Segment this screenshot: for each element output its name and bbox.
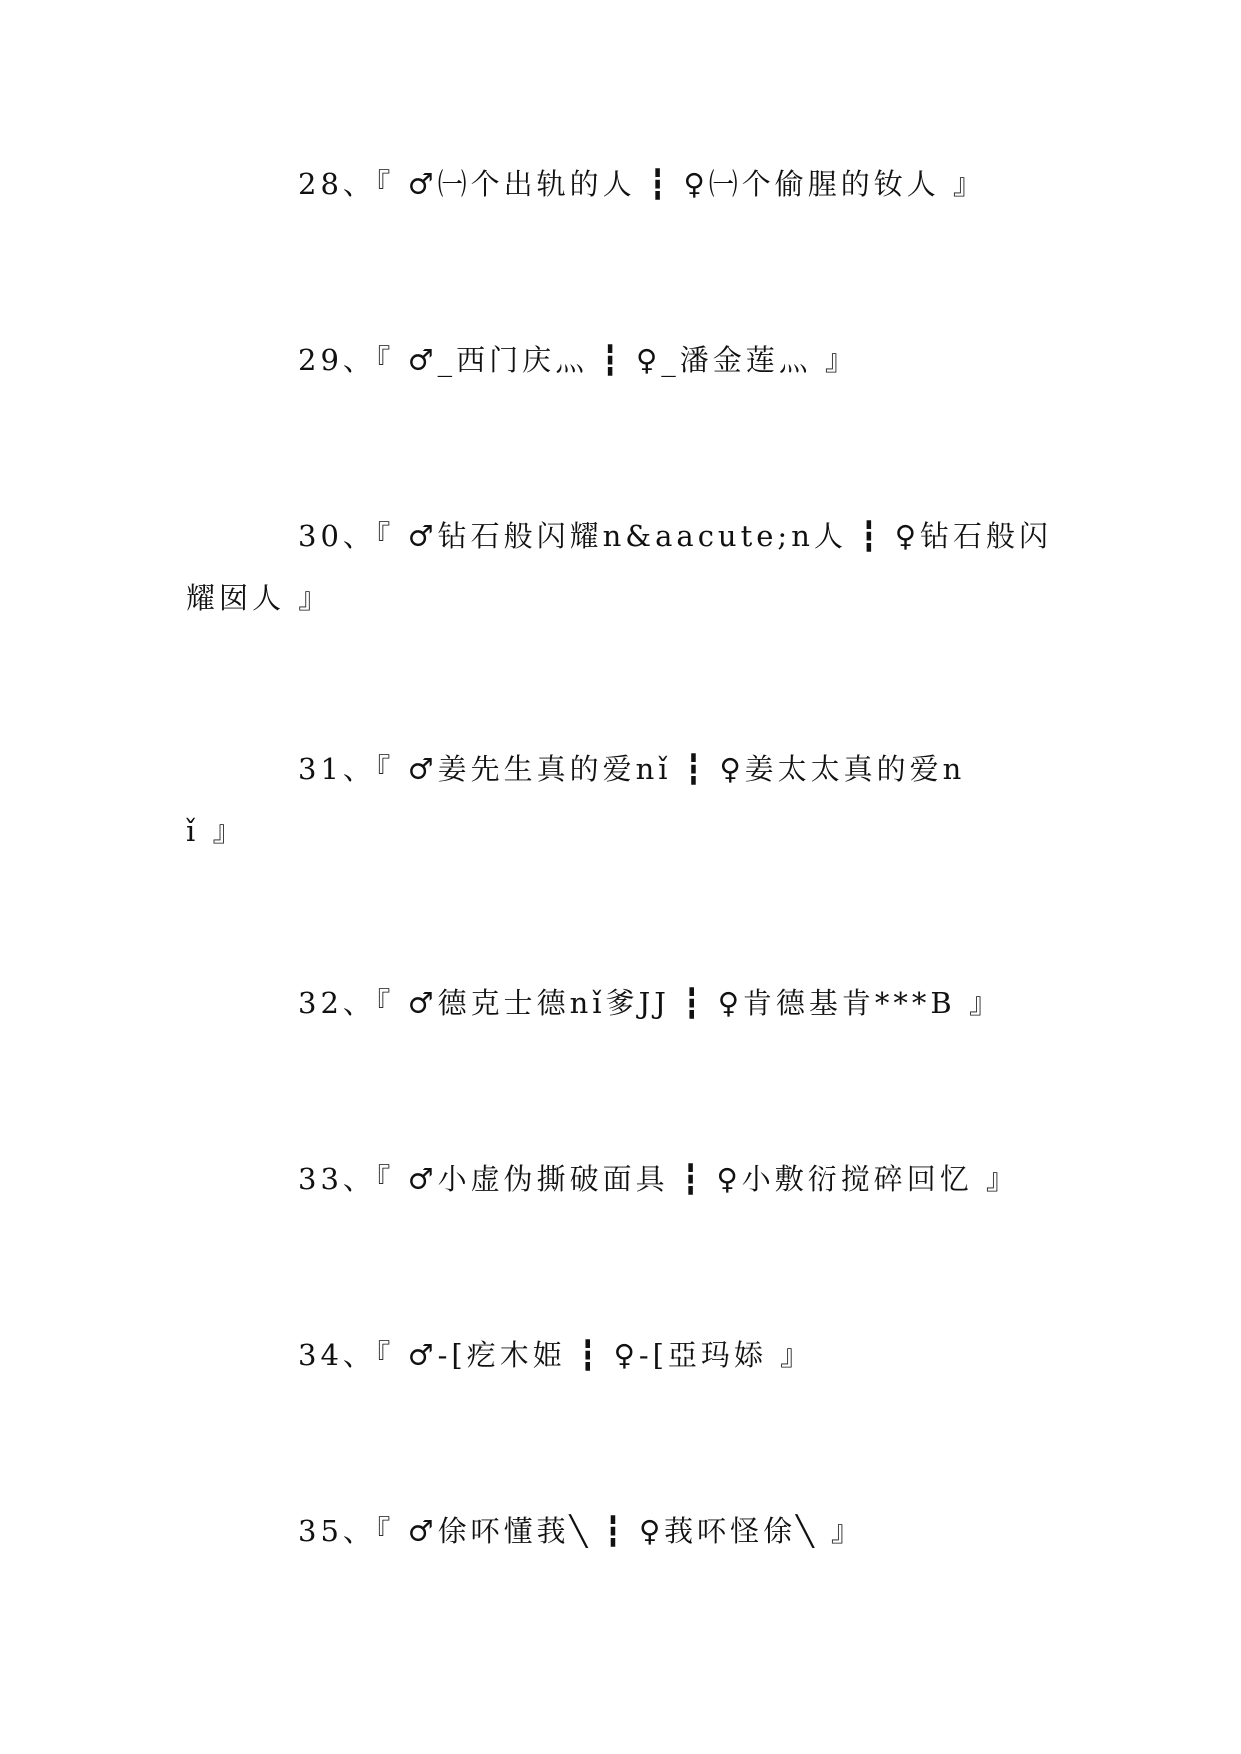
entry-line: 30、『 ♂钻石般闪耀n&aacute;n人 ┇ ♀钻石般闪 bbox=[298, 519, 1052, 553]
entry-line: 35、『 ♂俆吥懂莪╲ ┇ ♀莪吥怪俆╲ 』 bbox=[298, 1514, 864, 1548]
entry-line: 31、『 ♂姜先生真的爱nǐ ┇ ♀姜太太真的爱n bbox=[298, 752, 966, 786]
entry-line: 32、『 ♂德克士德nǐ爹JJ ┇ ♀肯德基肯***B 』 bbox=[298, 986, 1002, 1020]
entry-line: 28、『 ♂㈠个出轨的人 ┇ ♀㈠个偷腥的钕人 』 bbox=[298, 167, 986, 201]
entry-line: 34、『 ♂-[疙木姫 ┇ ♀-[亞玛婖 』 bbox=[298, 1338, 814, 1372]
entry-line: 29、『 ♂_西门庆灬 ┇ ♀_潘金莲灬 』 bbox=[298, 343, 858, 377]
entry-line-continued: 耀囡人 』 bbox=[186, 581, 332, 615]
entry-line-continued: ǐ 』 bbox=[186, 814, 246, 848]
entry-line: 33、『 ♂小虚伪撕破面具 ┇ ♀小敷衍搅碎回忆 』 bbox=[298, 1162, 1019, 1196]
